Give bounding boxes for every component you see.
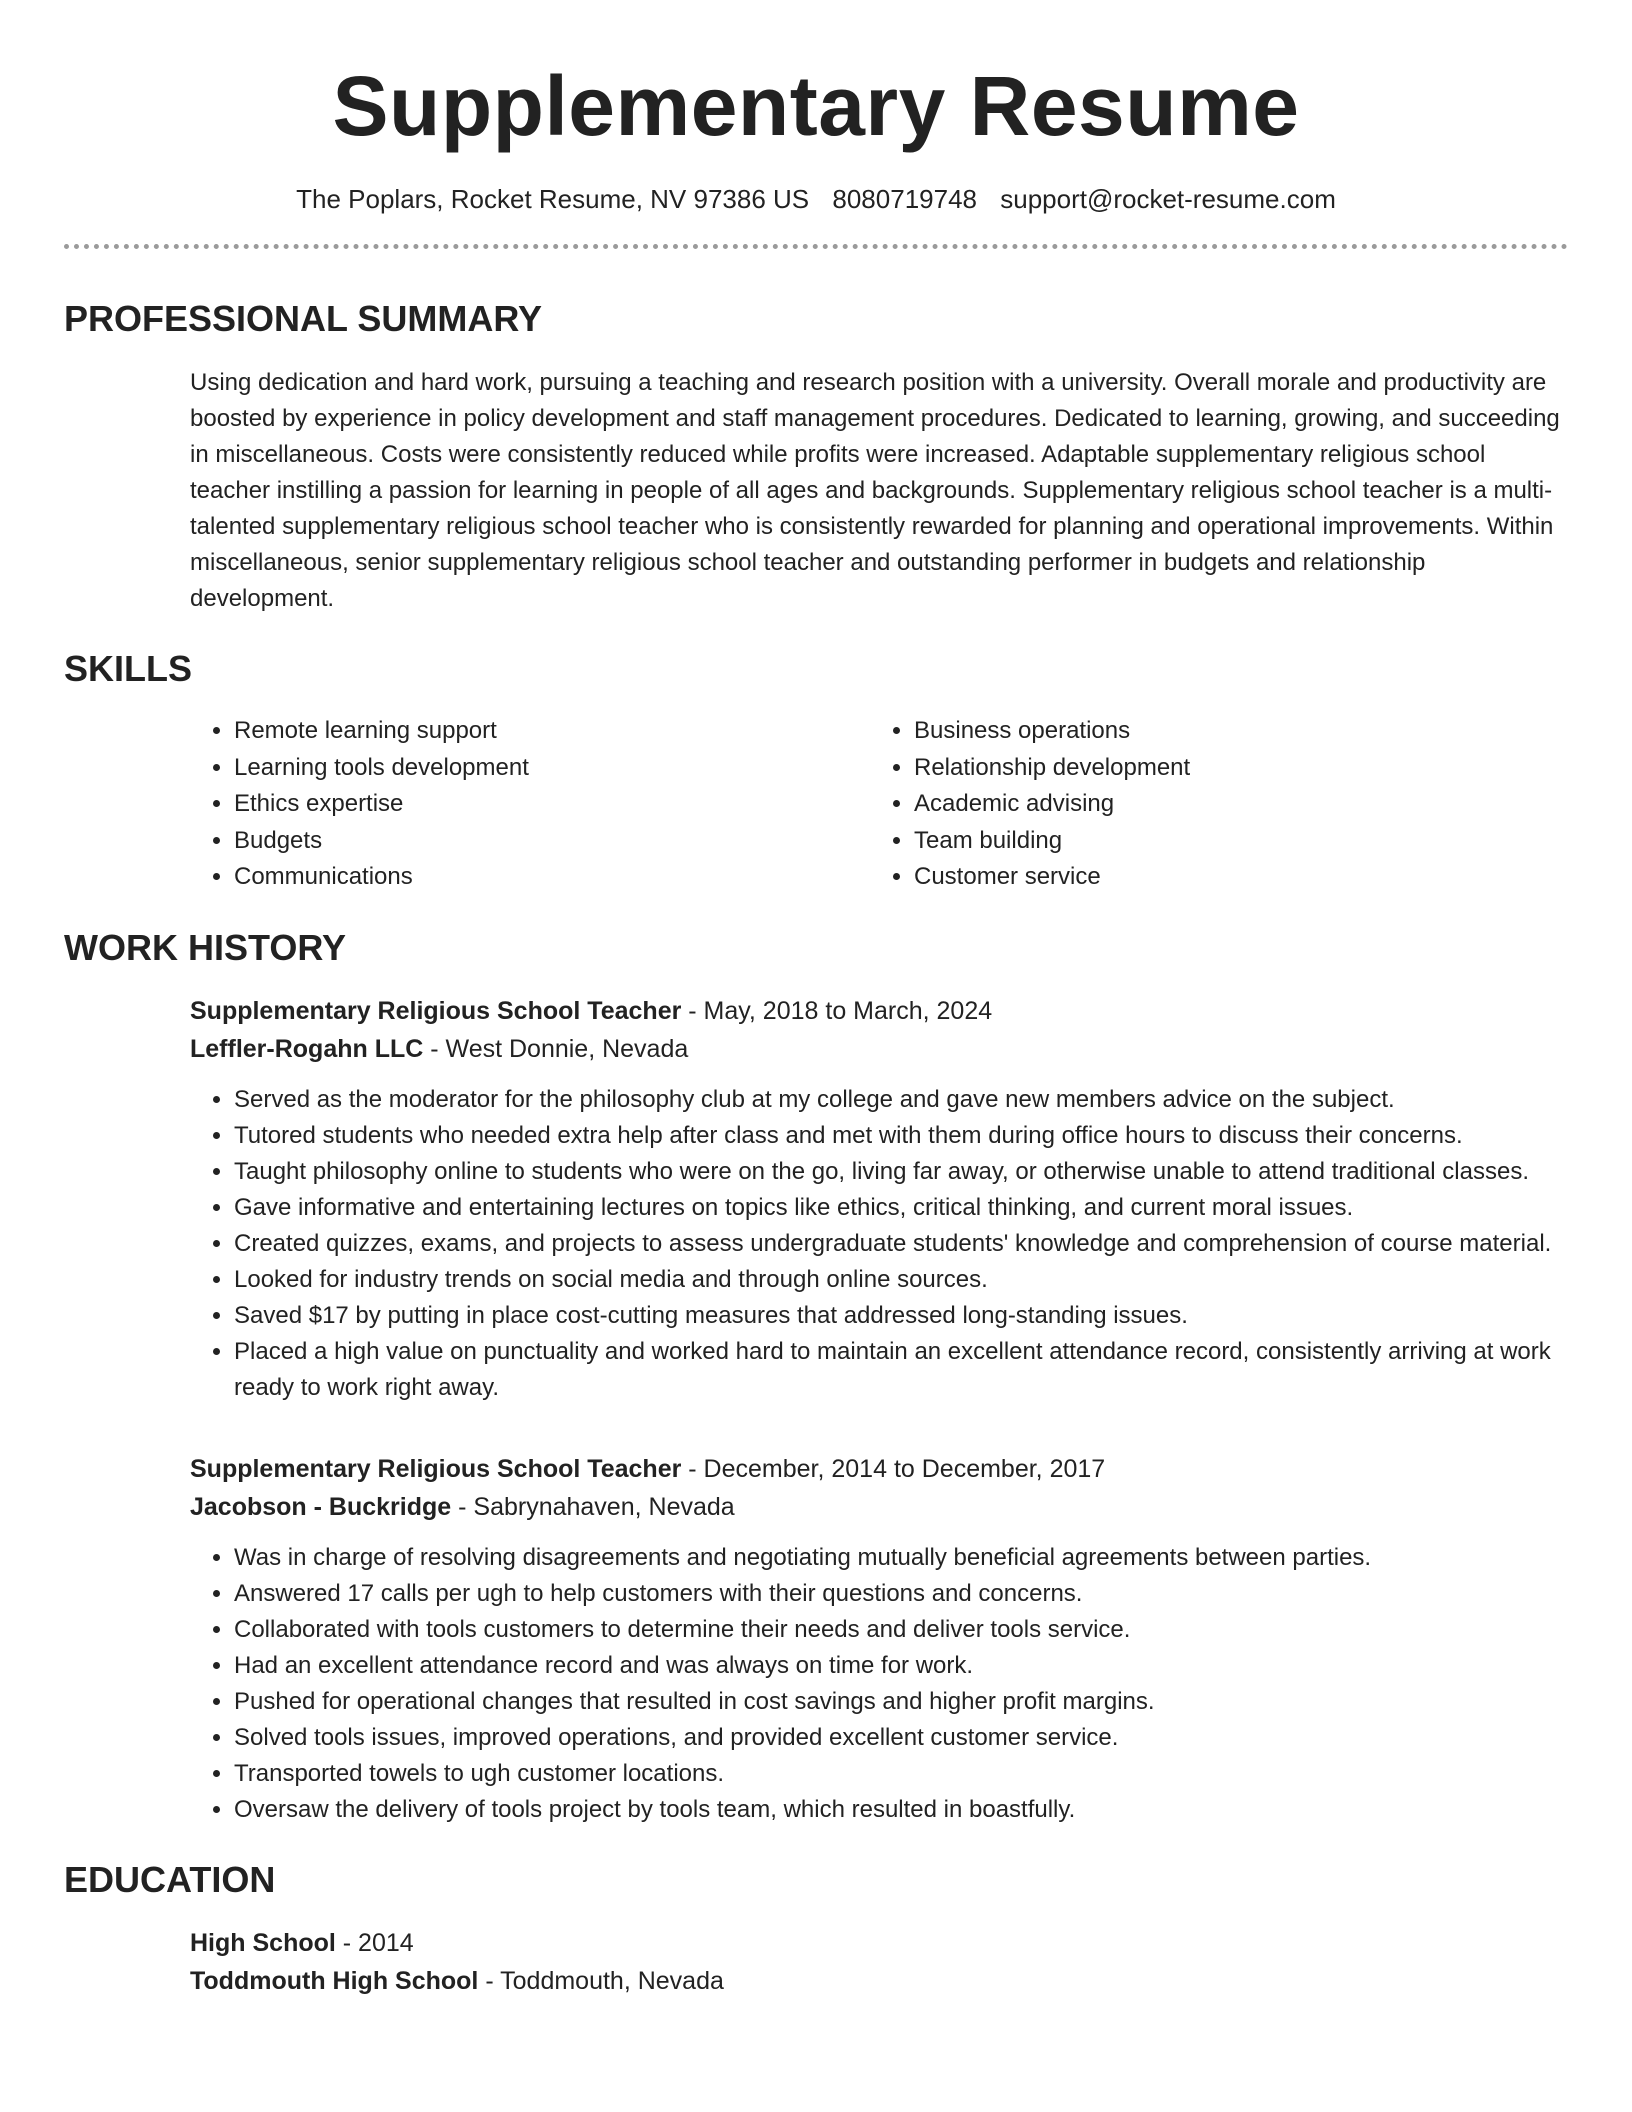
skills-list-right [870,713,1190,896]
job-dates: - December, 2014 to December, 2017 [681,1454,1106,1483]
section-heading-education: EDUCATION [64,1858,276,1900]
job-bullet: • Transported towels to ugh customer locations. [234,1756,1568,1792]
contact-address: The Poplars, Rocket Resume, NV 97386 US [296,184,810,214]
job-title-line [190,1450,1568,1488]
job-bullet: • Tutored students who needed extra help after class and met with them during office hours to discuss their concerns. [234,1118,1568,1154]
header-divider [64,244,1568,249]
work-history-section [64,926,1568,1828]
skill-item: • Communications [234,859,870,896]
job-bullets [190,1082,1568,1406]
summary-text: Using dedication and hard work, pursuing a teaching and research position with a university. Overall morale and productivity are boosted by experience in policy development and staff management procedures. Dedicated to learning, growing, and succeeding in miscellaneous. Costs were consistently reduced while profits were increased. Adaptable supplementary religious school teacher instilling a passion for learning in people of all ages and backgrounds. Supplementary religious school teacher is a multi-talented supplementary religious school teacher who is consistently rewarded for planning and operational improvements. Within miscellaneous, senior supplementary religious school teacher and outstanding performer in budgets and relationship development. [190,369,1560,612]
skills-columns [64,713,1568,896]
job-location: - Sabrynahaven, Nevada [451,1492,735,1521]
skill-item: • Customer service [914,859,1190,896]
skill-item: • Ethics expertise [234,786,870,823]
job-title: Supplementary Religious School Teacher [190,996,682,1025]
job-bullet: • Placed a high value on punctuality and worked hard to maintain an excellent attendance record, consistently arriving at work ready to work right away. [234,1334,1568,1406]
education-school-line [190,1962,1568,2000]
education-entry [64,1924,1568,2000]
job-bullet: • Oversaw the delivery of tools project by tools team, which resulted in boastfully. [234,1792,1568,1828]
job-bullet: • Was in charge of resolving disagreements and negotiating mutually beneficial agreements between parties. [234,1540,1568,1576]
contact-email: support@rocket-resume.com [1000,184,1336,214]
job-bullet: • Had an excellent attendance record and was always on time for work. [234,1648,1568,1684]
job-bullet: • Solved tools issues, improved operations, and provided excellent customer service. [234,1720,1568,1756]
resume-title: Supplementary Resume [332,59,1300,153]
job-title-line [190,992,1568,1030]
job-bullets [190,1540,1568,1828]
job-bullet: • Pushed for operational changes that resulted in cost savings and higher profit margins. [234,1684,1568,1720]
skill-item: • Relationship development [914,750,1190,787]
job-company: Leffler-Rogahn LLC [190,1034,424,1063]
section-heading-summary: PROFESSIONAL SUMMARY [64,298,543,339]
skill-item: • Academic advising [914,786,1190,823]
education-year: - 2014 [335,1928,414,1957]
section-heading-work: WORK HISTORY [64,926,347,968]
section-heading-skills: SKILLS [64,648,193,689]
job-company: Jacobson - Buckridge [190,1492,452,1521]
professional-summary-section [64,297,1568,617]
job-bullet: • Answered 17 calls per ugh to help customers with their questions and concerns. [234,1576,1568,1612]
job-location: - West Donnie, Nevada [423,1034,689,1063]
skill-item: • Remote learning support [234,713,870,750]
skill-item: • Team building [914,823,1190,860]
job-bullet: • Collaborated with tools customers to determine their needs and deliver tools service. [234,1612,1568,1648]
job-bullet: • Saved $17 by putting in place cost-cutting measures that addressed long-standing issues. [234,1298,1568,1334]
contact-phone: 8080719748 [832,184,977,214]
job-dates: - May, 2018 to March, 2024 [681,996,993,1025]
job-title: Supplementary Religious School Teacher [190,1454,682,1483]
education-degree: High School [190,1928,336,1957]
skills-section [64,647,1568,896]
skill-item: • Learning tools development [234,750,870,787]
skills-list-left [190,713,870,896]
education-location: - Toddmouth, Nevada [478,1966,724,1995]
job-bullet: • Looked for industry trends on social media and through online sources. [234,1262,1568,1298]
job-entry [64,992,1568,1406]
job-bullet: • Created quizzes, exams, and projects to assess undergraduate students' knowledge and comprehension of course material. [234,1226,1568,1262]
job-company-line [190,1030,1568,1068]
education-section [64,1858,1568,2000]
job-entry [64,1450,1568,1828]
education-school: Toddmouth High School [190,1966,479,1995]
job-bullet: • Taught philosophy online to students who were on the go, living far away, or otherwise unable to attend traditional classes. [234,1154,1568,1190]
contact-line [64,182,1568,216]
job-bullet: • Served as the moderator for the philosophy club at my college and gave new members advice on the subject. [234,1082,1568,1118]
skill-item: • Budgets [234,823,870,860]
education-degree-line [190,1924,1568,1962]
skill-item: • Business operations [914,713,1190,750]
job-bullet: • Gave informative and entertaining lectures on topics like ethics, critical thinking, and current moral issues. [234,1190,1568,1226]
job-company-line [190,1488,1568,1526]
